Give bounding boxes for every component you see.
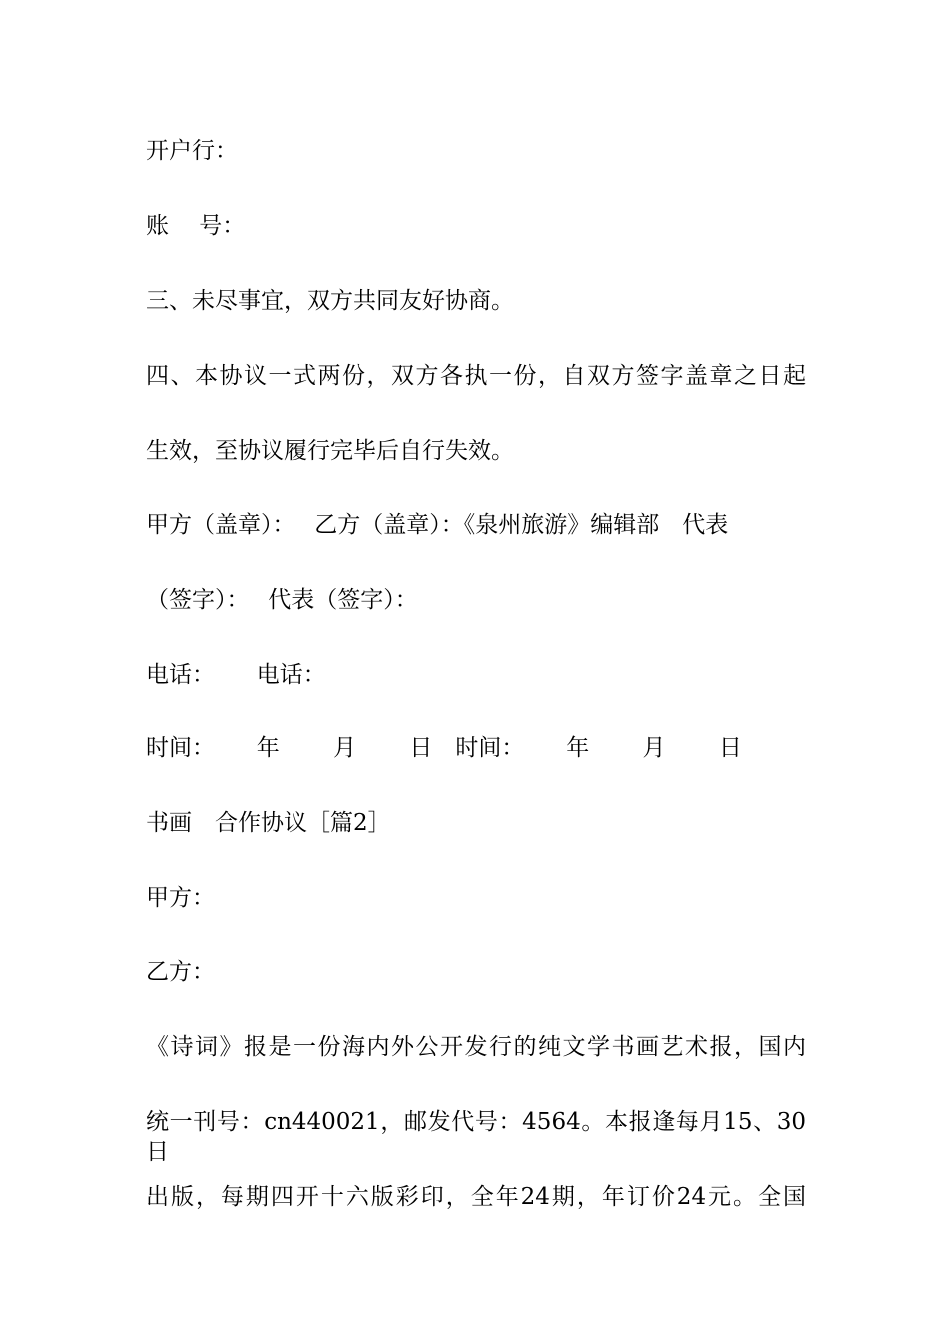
signature-parties-line-1: 甲方（盖章）： 乙方（盖章）：《泉州旅游》编辑部 代表 xyxy=(146,512,729,538)
section-title: 书画 合作协议［篇2］ xyxy=(146,810,391,836)
intro-paragraph-line-3: 出版，每期四开十六版彩印，全年24期，年订价24元。全国 xyxy=(146,1184,806,1210)
party-a-label: 甲方： xyxy=(146,885,215,911)
bank-label: 开户行： xyxy=(146,138,238,164)
clause-four-line-1: 四、本协议一式两份，双方各执一份，自双方签字盖章之日起 xyxy=(146,363,806,389)
date-line: 时间： 年 月 日 时间： 年 月 日 xyxy=(146,735,742,761)
phone-line: 电话： 电话： xyxy=(146,662,326,688)
intro-paragraph-line-2: 统一刊号：cn440021，邮发代号：4564。本报逢每月15、30日 xyxy=(146,1109,806,1165)
clause-three: 三、未尽事宜，双方共同友好协商。 xyxy=(146,288,514,314)
party-b-label: 乙方： xyxy=(146,959,215,985)
account-label: 账 号： xyxy=(146,213,246,239)
clause-four-line-2: 生效，至协议履行完毕后自行失效。 xyxy=(146,438,514,464)
signature-parties-line-2: （签字）： 代表（签字）： xyxy=(146,587,418,613)
intro-paragraph-line-1: 《诗词》报是一份海内外公开发行的纯文学书画艺术报，国内 xyxy=(146,1034,806,1060)
